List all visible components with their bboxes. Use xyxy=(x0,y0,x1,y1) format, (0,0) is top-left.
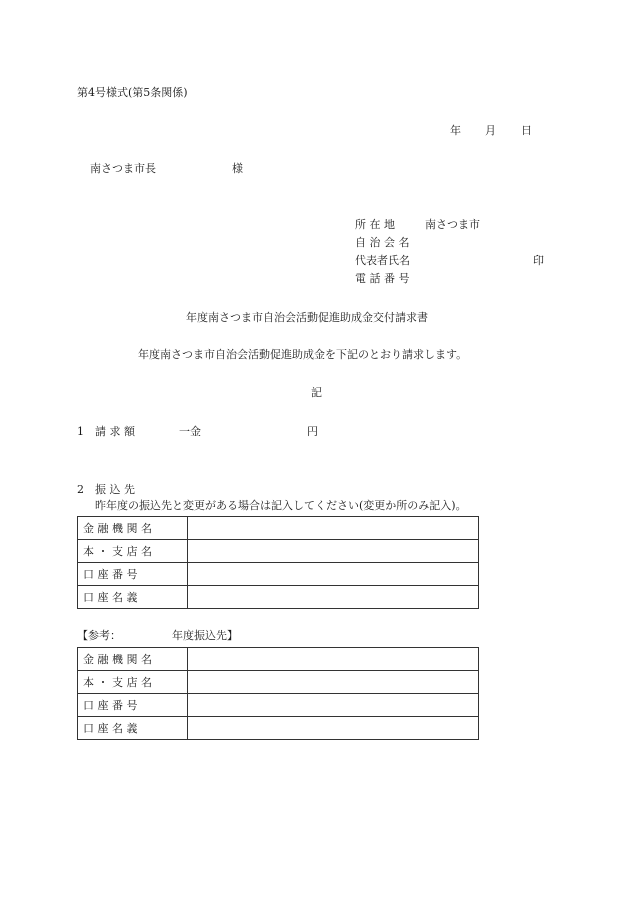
address-label: 所 在 地 xyxy=(355,218,395,231)
representative-name-label: 代表者氏名 xyxy=(355,254,410,267)
item1-unit: 円 xyxy=(307,425,318,438)
item1-label: 請 求 額 xyxy=(95,425,135,438)
ref-account-number-field[interactable] xyxy=(188,694,479,717)
form-number: 第4号様式(第5条関係) xyxy=(77,86,188,99)
item2-label: 振 込 先 xyxy=(95,483,135,496)
bank-name-field[interactable] xyxy=(188,517,479,540)
address-value: 南さつま市 xyxy=(425,218,480,231)
reference-prefix: 【参考： xyxy=(77,629,121,642)
item1-prefix: 一金 xyxy=(179,425,201,438)
item2-number: 2 xyxy=(77,483,84,496)
account-holder-label: 口 座 名 義 xyxy=(78,586,188,609)
ref-account-holder-field[interactable] xyxy=(188,717,479,740)
phone-label: 電 話 番 号 xyxy=(355,272,410,285)
ref-bank-name-field[interactable] xyxy=(188,648,479,671)
table-row xyxy=(78,648,479,671)
account-number-field[interactable] xyxy=(188,563,479,586)
reference-bank-table xyxy=(77,647,479,740)
table-row xyxy=(78,563,479,586)
ki-mark: 記 xyxy=(311,386,322,399)
table-row xyxy=(78,694,479,717)
ref-branch-name-field[interactable] xyxy=(188,671,479,694)
branch-name-label: 本 ・ 支 店 名 xyxy=(78,540,188,563)
date-month-label: 月 xyxy=(485,124,496,137)
table-row xyxy=(78,717,479,740)
account-holder-field[interactable] xyxy=(188,586,479,609)
seal-mark: 印 xyxy=(533,254,544,267)
addressee-honorific: 様 xyxy=(232,162,243,175)
table-row xyxy=(78,586,479,609)
table-row xyxy=(78,671,479,694)
association-name-label: 自 治 会 名 xyxy=(355,236,410,249)
item1-number: 1 xyxy=(77,425,84,438)
bank-info-table xyxy=(77,516,479,609)
bank-name-label: 金 融 機 関 名 xyxy=(78,517,188,540)
account-number-label: 口 座 番 号 xyxy=(78,563,188,586)
date-day-label: 日 xyxy=(521,124,532,137)
date-year-label: 年 xyxy=(450,124,461,137)
branch-name-field[interactable] xyxy=(188,540,479,563)
reference-suffix: 年度振込先】 xyxy=(172,629,238,642)
ref-branch-name-label: 本 ・ 支 店 名 xyxy=(78,671,188,694)
table-row xyxy=(78,517,479,540)
table-row xyxy=(78,540,479,563)
body-text: 年度南さつま市自治会活動促進助成金を下記のとおり請求します。 xyxy=(138,348,468,361)
ref-bank-name-label: 金 融 機 関 名 xyxy=(78,648,188,671)
document-title: 年度南さつま市自治会活動促進助成金交付請求書 xyxy=(186,311,428,324)
ref-account-number-label: 口 座 番 号 xyxy=(78,694,188,717)
item2-note: 昨年度の振込先と変更がある場合は記入してください(変更か所のみ記入)。 xyxy=(95,499,467,512)
ref-account-holder-label: 口 座 名 義 xyxy=(78,717,188,740)
addressee-name: 南さつま市長 xyxy=(90,162,156,175)
